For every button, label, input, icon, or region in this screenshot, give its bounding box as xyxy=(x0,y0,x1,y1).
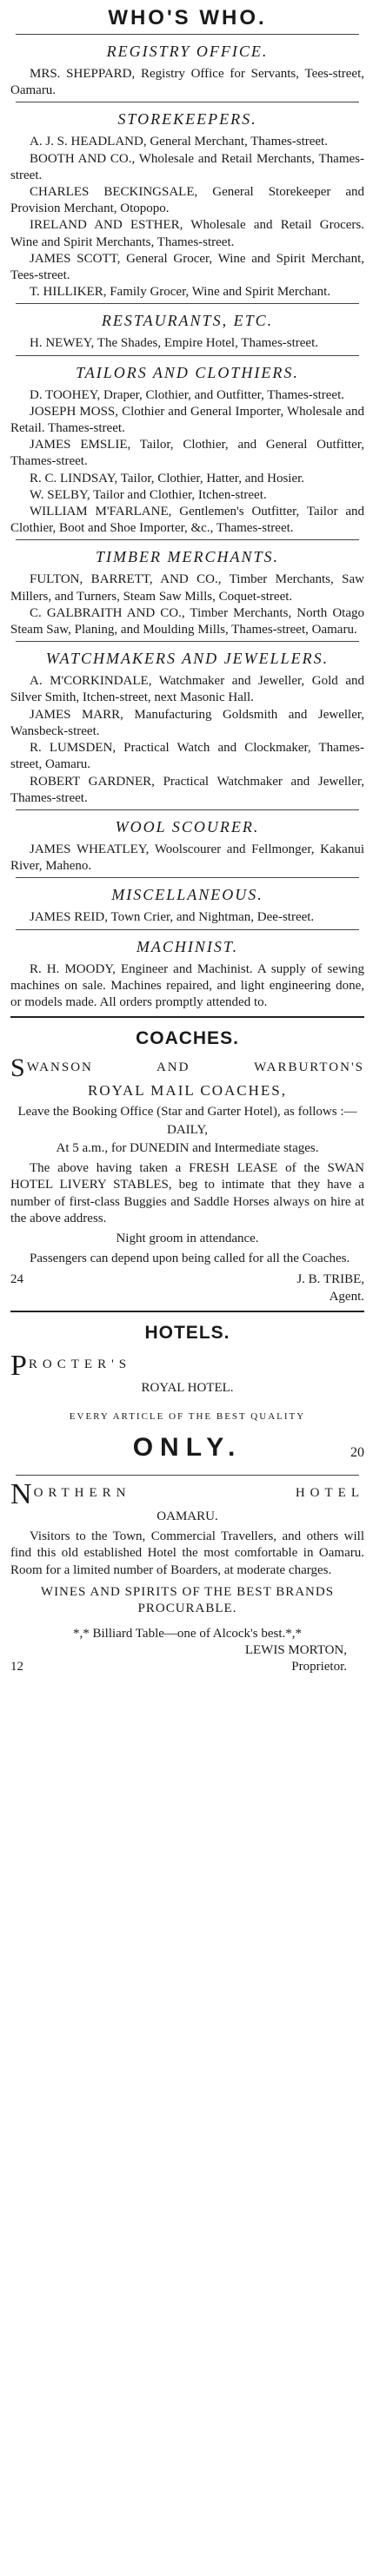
royal-hotel-line: ROYAL HOTEL. xyxy=(141,1381,234,1396)
billiard-line: *,* Billiard Table—one of Alcock's best.*,* xyxy=(73,1626,302,1641)
section-rule xyxy=(16,355,359,356)
signatory-name: J. B. TRIBE, xyxy=(296,1272,364,1287)
masthead: WHO'S WHO. xyxy=(108,6,267,30)
directory-entry: JAMES EMSLIE, Tailor, Clothier, and General Outfitter, Thames-street. xyxy=(10,438,364,469)
ad-number: 12 xyxy=(10,1659,23,1674)
section-watchmakers xyxy=(10,647,364,807)
section-rule xyxy=(16,539,359,540)
directory-entry: A. J. S. HEADLAND, General Merchant, Thames-street. xyxy=(30,135,328,149)
section-registry xyxy=(10,40,364,99)
directory-entry: JAMES SCOTT, General Grocer, Wine and Spirit Merchant, Tees-street. xyxy=(10,251,364,283)
section-title: TIMBER MERCHANTS. xyxy=(96,548,279,566)
section-tailors xyxy=(10,361,364,538)
hotels-heading: HOTELS. xyxy=(144,1323,230,1344)
section-title: TAILORS AND CLOTHIERS. xyxy=(76,363,299,381)
section-title: WOOL SCOURER. xyxy=(115,817,260,836)
coaches-signature xyxy=(10,1271,364,1305)
drop-cap: N xyxy=(10,1478,34,1511)
directory-entry: T. HILLIKER, Family Grocer, Wine and Spirit Merchant. xyxy=(30,285,331,300)
directory-entry: JAMES MARR, Manufacturing Goldsmith and Jeweller, Wansbeck-street. xyxy=(10,707,364,738)
passengers-notice: Passengers can depend upon being called for all the Coaches. xyxy=(30,1251,350,1265)
wines-line: WINES AND SPIRITS OF THE BEST BRANDS PROCURABLE. xyxy=(40,1584,335,1615)
northern-hotel-name xyxy=(10,1478,364,1511)
section-wool-scourer xyxy=(10,816,364,875)
location-line: OAMARU. xyxy=(157,1509,218,1524)
directory-entry: R. LUMSDEN, Practical Watch and Clockmaker, Thames-street, Oamaru. xyxy=(10,741,364,772)
signatory xyxy=(296,1271,364,1305)
visitors-notice: Visitors to the Town, Commercial Travellers, and others will find this old established Hotel the most comfortable in Oamaru. Room for a limited number of Boarders, at moderate charges. xyxy=(10,1529,364,1577)
proprietor-signature xyxy=(10,1642,364,1675)
directory-entry: IRELAND AND ESTHER, Wholesale and Retail Grocers. Wine and Spirit Merchants, Thames-street. xyxy=(10,218,364,249)
section-title: WATCHMAKERS AND JEWELLERS. xyxy=(45,650,330,668)
directory-entry: R. C. LINDSAY, Tailor, Clothier, Hatter, and Hosier. xyxy=(30,471,305,485)
section-machinist xyxy=(10,935,364,1012)
section-miscellaneous xyxy=(10,883,364,926)
directory-entry: JAMES REID, Town Crier, and Nightman, Dee-street. xyxy=(30,910,315,925)
proprietor-name: LEWIS MORTON, xyxy=(244,1642,347,1657)
procters-rest: ROCTER'S xyxy=(28,1357,132,1372)
daily-line: DAILY, xyxy=(167,1123,208,1138)
section-restaurants xyxy=(10,309,364,352)
section-rule xyxy=(16,303,359,304)
drop-cap: P xyxy=(10,1350,29,1383)
hotel-divider xyxy=(16,1475,359,1476)
ad-number: 24 xyxy=(10,1272,23,1287)
proprietor-role: Proprietor. xyxy=(291,1659,347,1674)
ad-divider xyxy=(10,1311,364,1312)
section-timber xyxy=(10,545,364,638)
section-title: RESTAURANTS, ETC. xyxy=(101,312,274,330)
masthead-rule xyxy=(16,34,359,35)
directory-entry: A. M'CORKINDALE, Watchmaker and Jeweller, Gold and Silver Smith, Itchen-street, next Masonic Hall. xyxy=(10,674,364,705)
royal-mail-line: ROYAL MAIL COACHES, xyxy=(88,1082,287,1100)
coaches-advertisement xyxy=(10,1025,364,1305)
directory-entry: W. SELBY, Tailor and Clothier, Itchen-street. xyxy=(30,487,267,502)
procters-name xyxy=(10,1350,364,1383)
livery-stables-notice: The above having taken a FRESH LEASE of the SWAN HOTEL LIVERY STABLES, beg to intimate that they have a number of first-class Buggies and Saddle Horses always on hire at the above address. xyxy=(10,1161,364,1225)
directory-entry: ROBERT GARDNER, Practical Watchmaker and Jeweller, Thames-street. xyxy=(10,774,364,805)
section-storekeepers xyxy=(10,108,364,301)
section-title: MACHINIST. xyxy=(136,937,239,955)
coach-firm-name xyxy=(10,1054,364,1083)
firm-name-rest: WANSON AND WARBURTON'S xyxy=(26,1060,364,1075)
northern-rest: ORTHERN HOTEL xyxy=(33,1486,364,1501)
directory-entry: H. NEWEY, The Shades, Empire Hotel, Thames-street. xyxy=(30,336,319,351)
booking-office-line: Leave the Booking Office (Star and Garter Hotel), as follows :— xyxy=(17,1105,357,1120)
section-rule xyxy=(16,877,359,878)
directory-entry: R. H. MOODY, Engineer and Machinist. A supply of sewing machines on sale. Machines repaired, and light engineering done, or models made. All orders promptly attended to. xyxy=(10,961,364,1009)
coaches-heading: COACHES. xyxy=(136,1028,239,1049)
directory-sections xyxy=(10,40,364,1011)
directory-entry: WILLIAM M'FARLANE, Gentlemen's Outfitter, Tailor and Clothier, Boot and Shoe Importer, &c., Thames-street. xyxy=(10,505,364,536)
section-title: STOREKEEPERS. xyxy=(117,110,257,129)
night-groom-line: Night groom in attendance. xyxy=(116,1231,259,1245)
directory-entry: CHARLES BECKINGSALE, General Storekeeper and Provision Merchant, Otopopo. xyxy=(10,185,364,216)
section-rule xyxy=(16,641,359,642)
ad-number: 20 xyxy=(350,1445,364,1461)
column-divider xyxy=(10,1016,364,1018)
signatory-role: Agent. xyxy=(329,1290,364,1305)
directory-entry: C. GALBRAITH AND CO., Timber Merchants, North Otago Steam Saw, Planing, and Moulding Mills, Thames-street, Oamaru. xyxy=(10,605,364,637)
directory-entry: MRS. SHEPPARD, Registry Office for Servants, Tees-street, Oamaru. xyxy=(10,67,364,98)
section-rule xyxy=(16,929,359,930)
section-rule xyxy=(16,809,359,810)
quality-line: EVERY ARTICLE OF THE BEST QUALITY xyxy=(69,1411,306,1423)
departure-line: At 5 a.m., for DUNEDIN and Intermediate stages. xyxy=(56,1141,319,1156)
drop-cap: S xyxy=(10,1054,27,1083)
section-title: MISCELLANEOUS. xyxy=(111,886,263,904)
directory-entry: BOOTH AND CO., Wholesale and Retail Merchants, Thames-street. xyxy=(10,151,364,182)
directory-entry: JAMES WHEATLEY, Woolscourer and Fellmonger, Kakanui River, Maheno. xyxy=(10,842,364,874)
hotels-advertisement xyxy=(10,1319,364,1675)
proprietor xyxy=(245,1642,347,1675)
only-row xyxy=(10,1433,364,1463)
directory-entry: D. TOOHEY, Draper, Clothier, and Outfitter, Thames-street. xyxy=(30,387,345,402)
section-title: REGISTRY OFFICE. xyxy=(106,43,269,60)
only-word: ONLY. xyxy=(132,1433,243,1463)
directory-entry: FULTON, BARRETT, AND CO., Timber Merchants, Saw Millers, and Turners, Steam Saw Mills, Coquet-street. xyxy=(10,572,364,604)
directory-entry: JOSEPH MOSS, Clothier and General Importer, Wholesale and Retail. Thames-street. xyxy=(10,404,364,436)
